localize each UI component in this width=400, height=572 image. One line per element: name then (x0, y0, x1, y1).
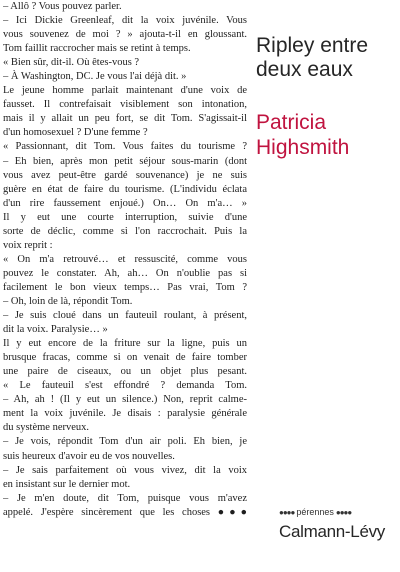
book-title-line: Ripley entre (256, 34, 369, 57)
text-line: « On m'a retrouvé… et ressuscité, comme vous (3, 253, 247, 265)
text-line: – Ici Dickie Greenleaf, dit la voix juvénile. Vous (3, 15, 247, 27)
text-line: – Je suis cloué dans un fauteuil roulant, à présent, (3, 310, 247, 322)
text-line: ment la voix juvénile. Je disais : paralysie générale (3, 408, 247, 420)
text-line: dit la voix. Paralysie… » (3, 324, 108, 336)
text-line: – À Washington, DC. Je vous l'ai déjà dit. » (3, 71, 187, 83)
text-line: facilement le bon vieux temps… Pas vrai, Tom ? (3, 281, 247, 293)
text-line: voix reprit : (3, 239, 53, 251)
text-line: Le jeune homme parlait maintenant d'une voix de (3, 85, 247, 97)
publisher-name: Calmann-Lévy (279, 522, 386, 541)
text-line: Il y eut une courte interruption, suivie d'une (3, 211, 247, 223)
text-line: pouvez le constater. Ah, ah… On n'oublie pas si (3, 267, 247, 279)
book-author (256, 110, 400, 160)
text-line: mais il y allait un peu fort, se dit Tom. S'agissait-il (3, 113, 247, 125)
text-line: sorte de déclic, comme si l'on raccrochait. Puis la (3, 225, 247, 237)
book-author-line: Highsmith (256, 136, 350, 159)
book-title-line: deux eaux (256, 58, 353, 81)
text-line: « Bien sûr, dit-il. Où êtes-vous ? (3, 57, 140, 69)
text-line: du système nerveux. (3, 422, 90, 434)
text-line: – Ah, ah ! (Il y eut un silence.) Non, reprit calme- (3, 394, 247, 406)
text-line: d'un homosexuel ? D'une femme ? (3, 127, 148, 139)
text-line: guère en état de faire du tourisme. (L'individu éclata (3, 183, 247, 195)
text-line: appelé. J'espère sincèrement que les choses ●●● (3, 506, 247, 518)
dots-ornament-icon: ●●●● (335, 507, 352, 517)
text-line: vous souvenez de moi ? » ajouta-t-il en gloussant. (3, 29, 247, 41)
book-author-line: Patricia (256, 111, 327, 134)
text-line: brusque fracas, comme si on venait de faire tomber (3, 352, 247, 364)
text-line: Il y eut encore de la friture sur la ligne, puis un (3, 338, 247, 350)
text-line: – Allô ? Vous pouvez parler. (3, 1, 122, 12)
text-line: – Je m'en doute, dit Tom, puisque vous m'avez (3, 492, 247, 504)
text-line: « Passionnant, dit Tom. Vous faites du tourisme ? (3, 141, 247, 153)
collection-name (279, 507, 399, 517)
text-line: suis heureux d'avoir eu de vos nouvelles. (3, 450, 175, 462)
cover-title-panel (256, 0, 400, 572)
text-line: d'un rire faussement enjoué.) On… On m'a… » (3, 197, 247, 209)
text-line: une paire de ciseaux, ou un objet plus pesant. (3, 366, 247, 378)
text-line: – Je vois, répondit Tom d'un air poli. Eh bien, je (3, 436, 247, 448)
cover-text-column (3, 0, 247, 572)
text-line: – Oh, loin de là, répondit Tom. (3, 295, 133, 307)
text-line: Tom faillit raccrocher mais se retint à temps. (3, 43, 191, 55)
text-line: en insistant sur le dernier mot. (3, 478, 131, 490)
text-line: – Je sais parfaitement où vous vivez, dit la voix (3, 464, 247, 476)
dots-ornament-icon: ●●●● (279, 507, 295, 517)
text-line: « Le fauteuil s'est effondré ? demanda Tom. (3, 380, 247, 392)
text-line: fausset. Il contrefaisait visiblement son intonation, (3, 99, 247, 111)
collection-label: pérennes (296, 507, 334, 517)
book-title (256, 34, 400, 82)
text-line: – Eh bien, après mon petit séjour sous-marin (dont (3, 155, 247, 167)
text-line: vous avez peut-être gardé souvenance) je ne suis (3, 169, 247, 181)
